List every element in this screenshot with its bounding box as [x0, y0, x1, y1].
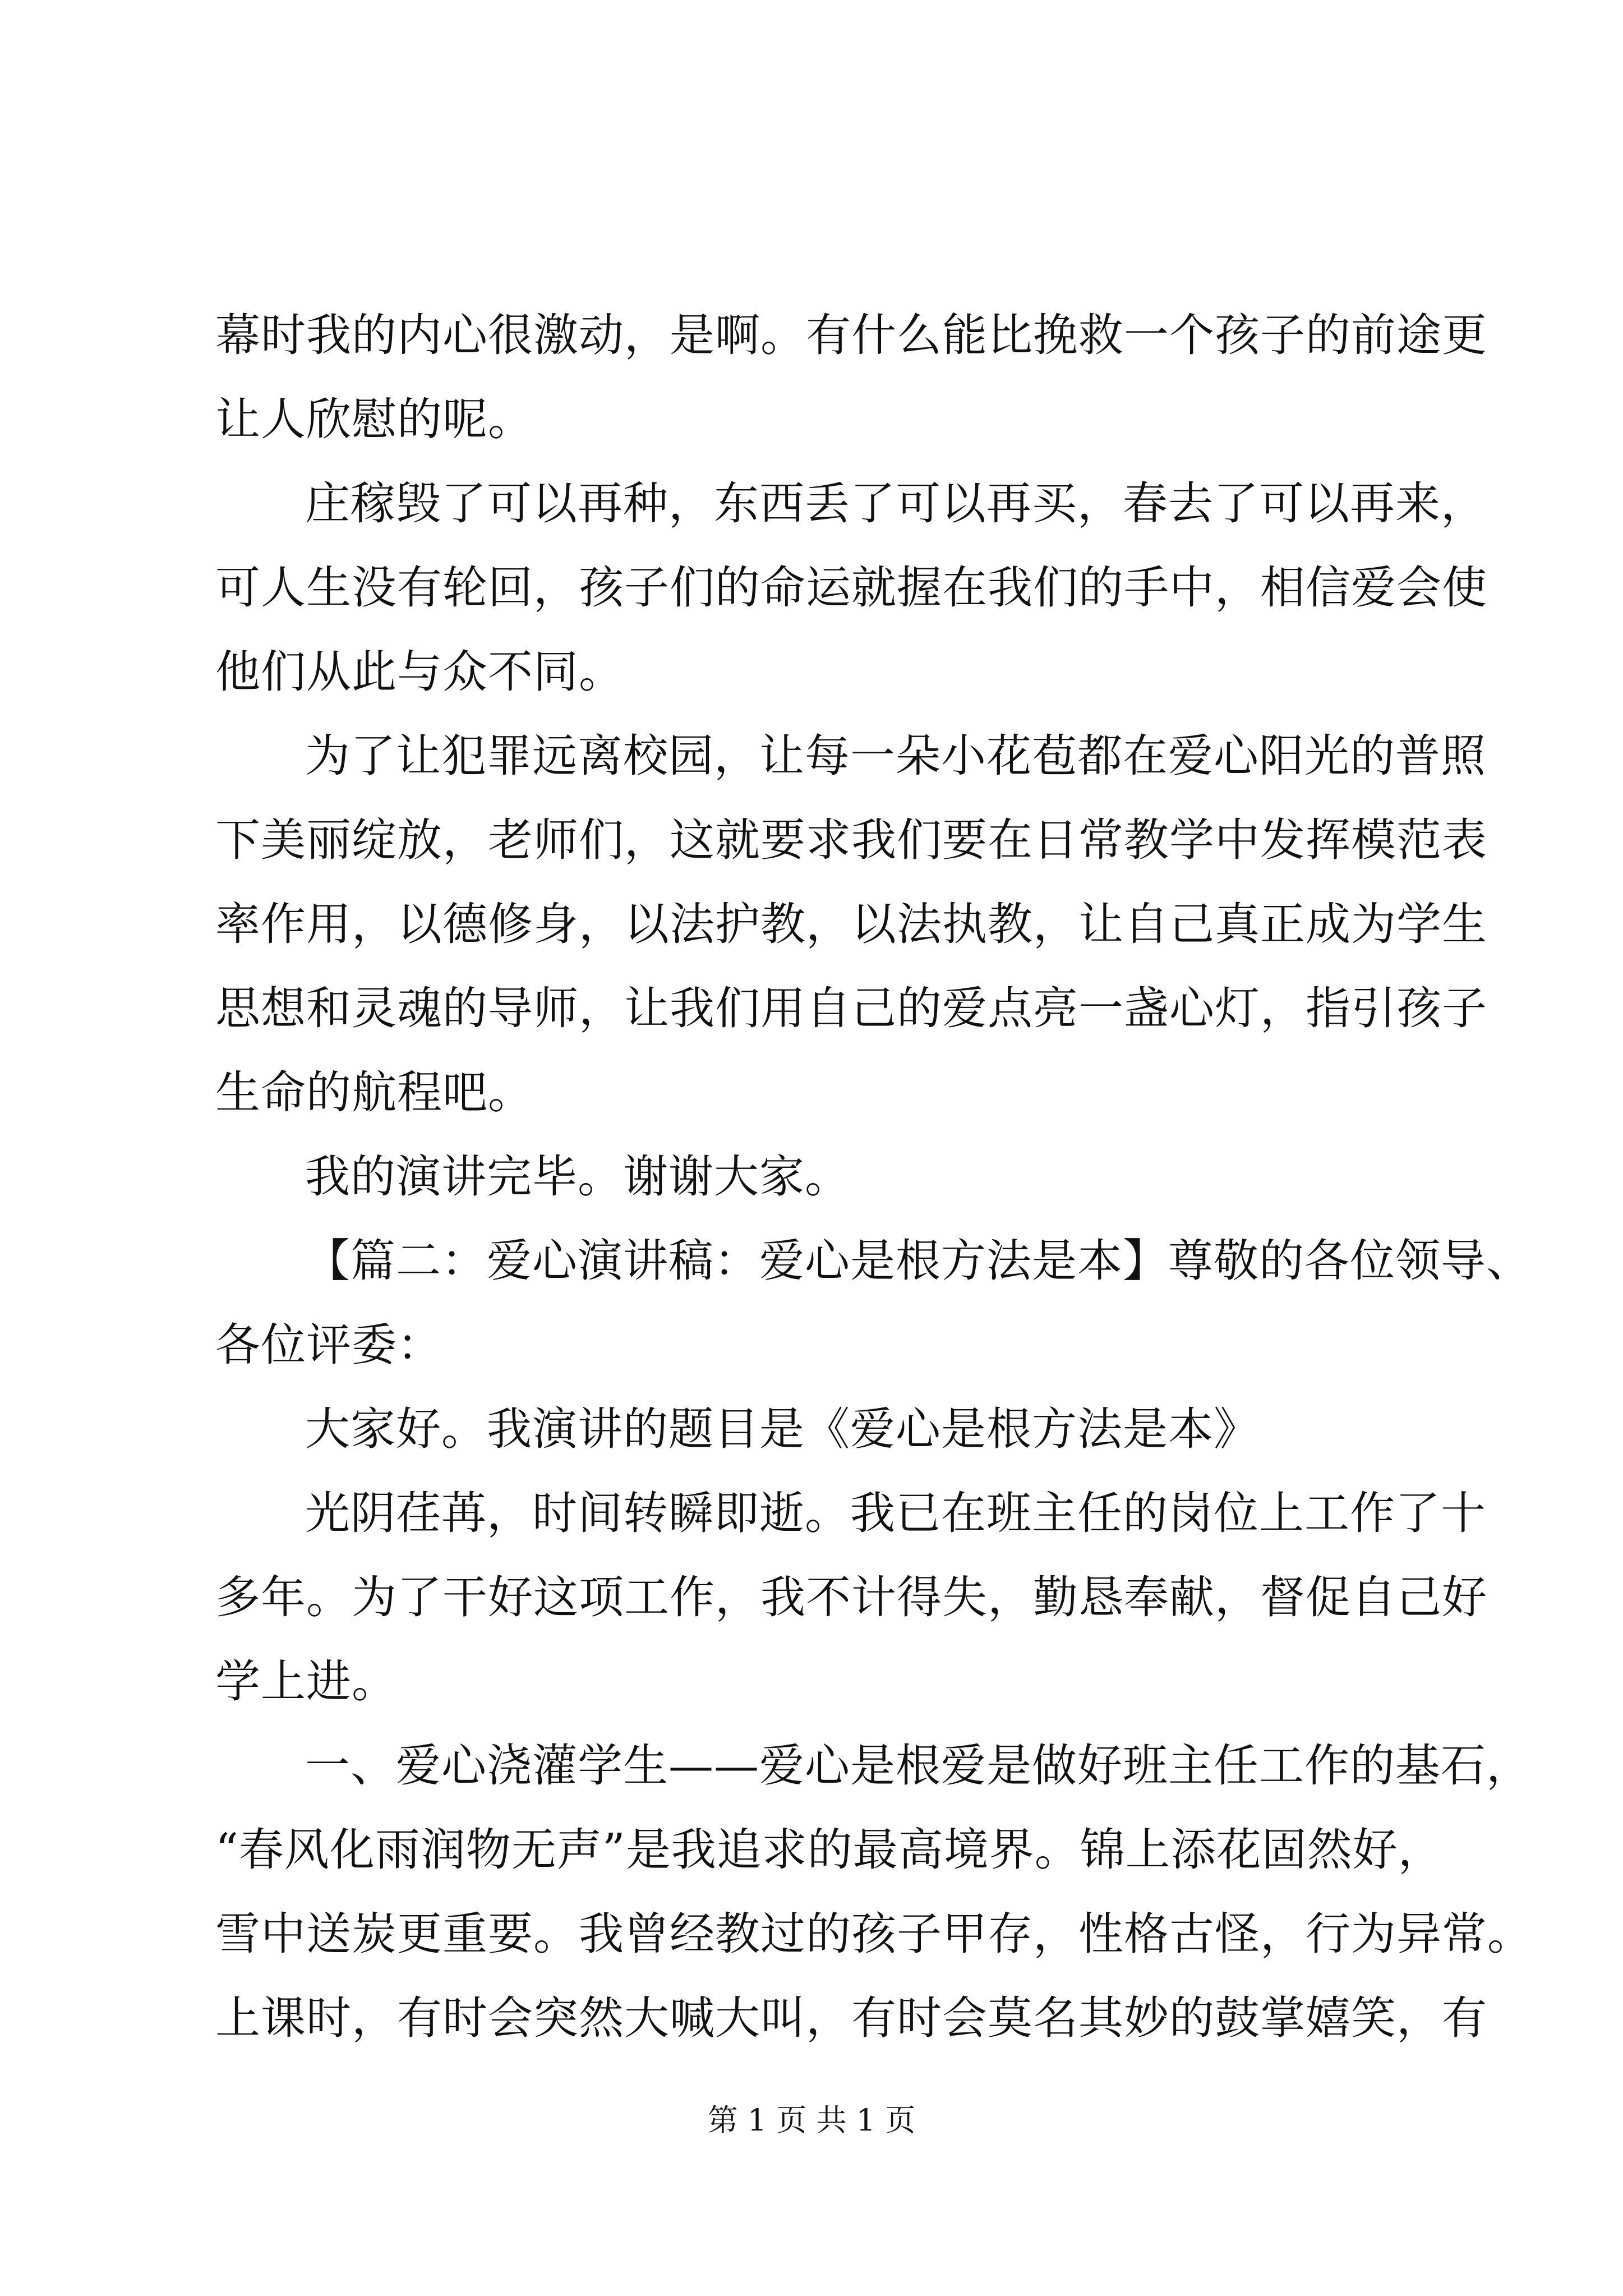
- paragraph-line: 生命的航程吧。: [215, 1066, 533, 1119]
- paragraph-line: 下美丽绽放，老师们，这就要求我们要在日常教学中发挥模范表: [215, 814, 1487, 866]
- paragraph-line: 一、爱心浇灌学生——爱心是根爱是做好班主任工作的基石，: [305, 1740, 1532, 1792]
- paragraph-line: “春风化雨润物无声”是我追求的最高境界。锦上添花固然好，: [215, 1824, 1444, 1876]
- document-body: [215, 293, 1533, 2060]
- paragraph-line: 我的演讲完毕。谢谢大家。: [305, 1151, 850, 1203]
- paragraph-line: 他们从此与众不同。: [215, 646, 624, 698]
- paragraph-line: 大家好。我演讲的题目是《爱心是根方法是本》: [305, 1403, 1259, 1455]
- paragraph-line: 【篇二：爱心演讲稿：爱心是根方法是本】尊敬的各位领导、: [305, 1235, 1532, 1287]
- paragraph-line: 让人欣慰的呢。: [215, 393, 533, 445]
- paragraph-line: 光阴荏苒，时间转瞬即逝。我已在班主任的岗位上工作了十: [305, 1487, 1486, 1539]
- paragraph-line: 率作用，以德修身，以法护教，以法执教，让自己真正成为学生: [215, 898, 1487, 950]
- paragraph-line: 多年。为了干好这项工作，我不计得失，勤恳奉献，督促自己好: [215, 1571, 1487, 1623]
- paragraph-line: 各位评委：: [215, 1319, 442, 1371]
- page-footer: 第 1 页 共 1 页: [707, 2102, 916, 2138]
- paragraph-line: 庄稼毁了可以再种，东西丢了可以再买，春去了可以再来，: [305, 477, 1486, 530]
- paragraph-line: 学上进。: [215, 1655, 397, 1708]
- paragraph-line: 幕时我的内心很激动，是啊。有什么能比挽救一个孩子的前途更: [215, 309, 1487, 361]
- paragraph-line: 雪中送炭更重要。我曾经教过的孩子甲存，性格古怪，行为异常。: [215, 1908, 1533, 1960]
- paragraph-line: 思想和灵魂的导师，让我们用自己的爱点亮一盏心灯，指引孩子: [215, 982, 1487, 1034]
- paragraph-line: 为了让犯罪远离校园，让每一朵小花苞都在爱心阳光的普照: [305, 730, 1486, 782]
- paragraph-line: 上课时，有时会突然大喊大叫，有时会莫名其妙的鼓掌嬉笑，有: [215, 1992, 1487, 2044]
- paragraph-line: 可人生没有轮回，孩子们的命运就握在我们的手中，相信爱会使: [215, 562, 1487, 614]
